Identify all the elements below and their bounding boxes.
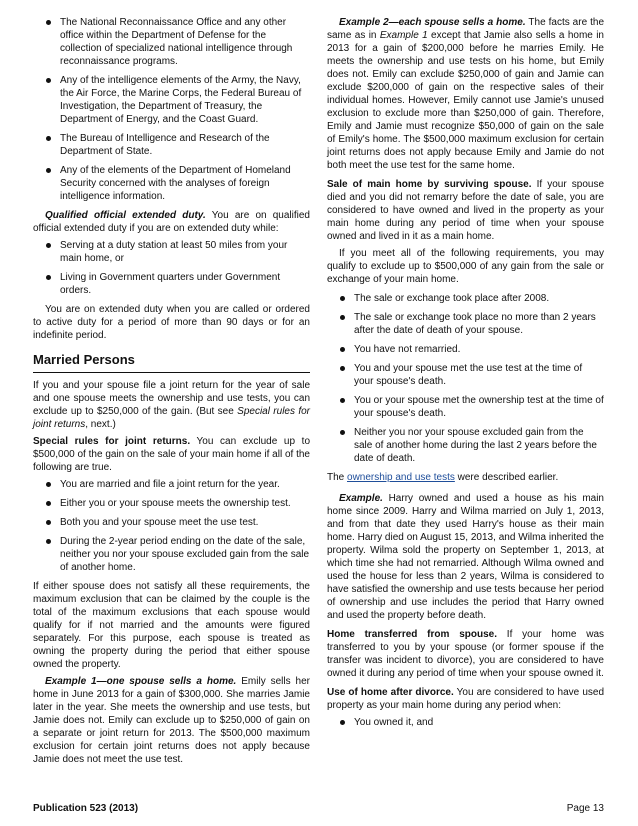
surviving-spouse-requirements-list — [327, 292, 604, 465]
page-footer — [33, 802, 604, 815]
example-paragraph: Example. Harry owned and used a house as his main home since 2009. Harry and Wilma married on July 1, 2013, and from that date they used Harry's house as their main home. Harry died on August 15, 2013, and Wilma inherited the property. Wilma sold the property on September 1, 2013, at which time she had not remarried. Although Wilma owned and used the house for less than 2 years, Wilma is considered to have satisfied the ownership and use tests because her period of ownership and use includes the period that Harry owned and used the property before death. — [327, 493, 604, 621]
bullet-icon — [340, 315, 345, 320]
list-item: Neither you nor your spouse excluded gain from the sale of another home during the last 2 years before the date of death. — [327, 426, 604, 465]
bullet-icon — [340, 398, 345, 403]
bullet-icon — [340, 366, 345, 371]
tests-reference-paragraph: The ownership and use tests were described earlier. — [327, 472, 559, 483]
list-item: The National Reconnaissance Office and any other office within the Department of Defense for the collection of specialized national intelligence through reconnaissance programs. — [33, 16, 310, 68]
bullet-icon — [46, 539, 51, 544]
bullet-icon — [46, 168, 51, 173]
qualified-duty-paragraph: Qualified official extended duty. You are on qualified official extended duty if you are on extended duty while: — [33, 210, 310, 234]
example-1-paragraph: Example 1—one spouse sells a home. Emily sells her home in June 2013 for a gain of $300,000. She marries Jamie later in the year. She meets the ownership and use tests, but Jamie does not. Emily can exclude up to $250,000 of gain on a separate or joint return for 2013. The $500,000 maximum exclusion for certain joint returns does not apply because Jamie does not meet the use test. — [33, 676, 310, 765]
bullet-icon — [340, 296, 345, 301]
married-persons-heading: Married Persons — [33, 352, 135, 367]
list-item: Any of the elements of the Department of Homeland Security concerned with the analyses of foreign intelligence information. — [33, 164, 310, 203]
example-2-paragraph: Example 2—each spouse sells a home. The facts are the same as in Example 1 except that Jamie also sells a home in 2013 for a gain of $200,000 before he marries Emily. He meets the ownership and use tests on his home, but Emily does not. Emily can exclude $250,000 of gain and Jamie can exclude $200,000 of gain on the respective sales of their individual homes. However, Emily cannot use Jamie's unused exclusion to exclude more than $250,000 of gain. Therefore, Emily and Jamie must recognize $50,000 of gain on the sale of Emily's home. The $500,000 maximum exclusion for certain joint returns does not apply because Emily and Jamie do not both meet the use test for the same home. — [327, 17, 605, 171]
bullet-icon — [46, 136, 51, 141]
joint-returns-paragraph: Special rules for joint returns. You can exclude up to $500,000 of the gain on the sale of your main home if all of the following are true. — [33, 436, 311, 473]
extended-duty-list — [33, 239, 310, 297]
joint-requirements-list — [33, 478, 310, 574]
list-item: During the 2-year period ending on the date of the sale, neither you nor your spouse excluded gain from the sale of another home. — [33, 535, 310, 574]
list-item: The sale or exchange took place no more than 2 years after the date of death of your spouse. — [327, 311, 604, 337]
intelligence-elements-list — [33, 16, 310, 203]
bullet-icon — [46, 243, 51, 248]
extended-duty-paragraph: You are on extended duty when you are called or ordered to active duty for a period of more than 90 days or for an indefinite period. — [33, 304, 310, 341]
list-item: The sale or exchange took place after 2008. — [327, 292, 604, 305]
ownership-use-tests-link[interactable]: ownership and use tests — [347, 472, 455, 483]
bullet-icon — [46, 20, 51, 25]
bullet-icon — [46, 78, 51, 83]
bullet-icon — [340, 720, 345, 725]
home-after-divorce-paragraph: Use of home after divorce. You are considered to have used property as your main home during any period when: — [327, 687, 605, 711]
list-item: Serving at a duty station at least 50 miles from your main home, or — [33, 239, 310, 265]
page-number: Page 13 — [566, 803, 604, 814]
list-item: You are married and file a joint return for the year. — [33, 478, 310, 491]
bullet-icon — [340, 347, 345, 352]
bullet-icon — [46, 501, 51, 506]
list-item: You or your spouse met the ownership test at the time of your spouse's death. — [327, 394, 604, 420]
right-column — [327, 16, 604, 735]
list-item: Either you or your spouse meets the ownership test. — [33, 497, 310, 510]
married-persons-paragraph: If you and your spouse file a joint return for the year of sale and one spouse meets the ownership and use tests, you can exclude up to $250,000 of the gain. (But see Special rules for joint returns, next.) — [33, 380, 310, 430]
list-item: Any of the intelligence elements of the Army, the Navy, the Air Force, the Marine Corps, the Federal Bureau of Investigation, the Department of Treasury, the Department of Energy, and the Coast Guard. — [33, 74, 310, 126]
bullet-icon — [340, 430, 345, 435]
list-item: Both you and your spouse meet the use test. — [33, 516, 310, 529]
either-spouse-paragraph: If either spouse does not satisfy all these requirements, the maximum exclusion that can be claimed by the couple is the total of the maximum exclusions that each spouse would qualify for if not married and the amounts were figured separately. For this purpose, each spouse is treated as owning the property during the period that either spouse owned the property. — [33, 581, 310, 670]
bullet-icon — [46, 275, 51, 280]
list-item: You and your spouse met the use test at the time of your spouse's death. — [327, 362, 604, 388]
home-transferred-paragraph: Home transferred from spouse. If your home was transferred to you by your spouse (or former spouse if the transfer was incident to divorce), you are considered to have owned it during any period of time when your spouse owned it. — [327, 629, 605, 679]
surviving-spouse-paragraph: Sale of main home by surviving spouse. If your spouse died and you did not remarry before the date of sale, you are considered to have owned and lived in the property as your main home during any period of time when your spouse owned and lived in it as a main home. — [327, 179, 605, 242]
divorce-conditions-list — [327, 716, 604, 729]
surviving-spouse-requirements-intro: If you meet all of the following requirements, you may qualify to exclude up to $500,000 of any gain from the sale or exchange of your main home. — [327, 248, 604, 285]
left-column — [33, 16, 310, 770]
list-item: You have not remarried. — [327, 343, 604, 356]
bullet-icon — [46, 482, 51, 487]
list-item: The Bureau of Intelligence and Research of the Department of State. — [33, 132, 310, 158]
publication-title: Publication 523 (2013) — [33, 803, 139, 814]
list-item: Living in Government quarters under Government orders. — [33, 271, 310, 297]
section-divider — [33, 372, 310, 373]
cross-reference: Special rules for joint returns — [33, 406, 310, 430]
bullet-icon — [46, 520, 51, 525]
list-item: You owned it, and — [327, 716, 604, 729]
